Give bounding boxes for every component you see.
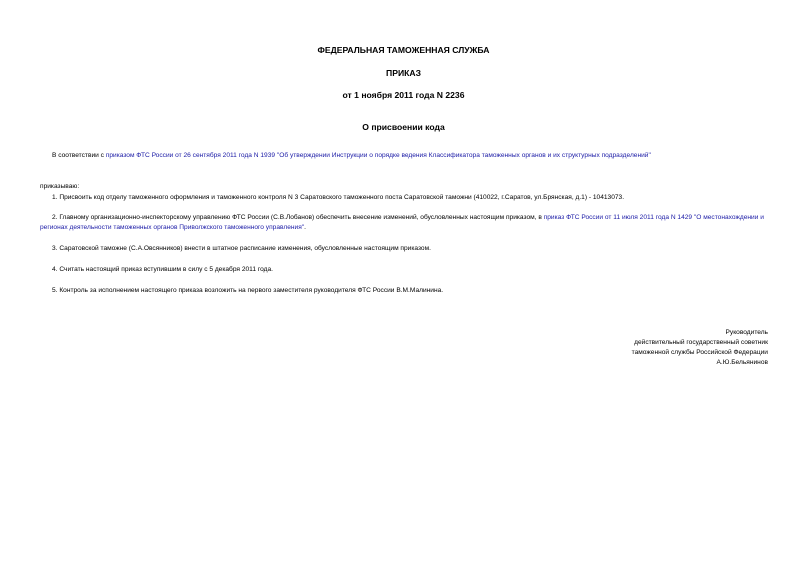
- order-word: приказываю:: [40, 183, 80, 190]
- document-date-number: от 1 ноября 2011 года N 2236: [342, 90, 465, 100]
- item-1: 1. Присвоить код отделу таможенного оформления и таможенного контроля N 3 Саратовского таможенного поста Саратовской таможни (410022, г.Саратов, ул.Брянская, д.1) - 10413073.: [52, 194, 625, 201]
- item-2-suffix: .: [304, 224, 306, 231]
- signature-service: таможенной службы Российской Федерации: [631, 349, 768, 356]
- signature-block: [632, 328, 768, 368]
- item-2-prefix: 2. Главному организационно-инспекторскому управлению ФТС России (С.В.Лобанов) обеспечить внесение изменений, обусловленных настоящим приказом, в: [52, 214, 544, 221]
- document-type: ПРИКАЗ: [386, 68, 421, 78]
- item-4: 4. Считать настоящий приказ вступившим в силу с 5 декабря 2011 года.: [52, 266, 273, 273]
- intro-reference-link[interactable]: приказом ФТС России от 26 сентября 2011 года N 1939 "Об утверждении Инструкции о порядке ведения Классификатора таможенных органов и их структурных подразделений": [105, 152, 651, 159]
- item-5: 5. Контроль за исполнением настоящего приказа возложить на первого заместителя руководителя ФТС России В.М.Малинина.: [52, 287, 444, 294]
- intro-prefix: В соответствии с: [52, 152, 106, 159]
- item-2: [40, 213, 776, 233]
- agency-title: ФЕДЕРАЛЬНАЯ ТАМОЖЕННАЯ СЛУЖБА: [317, 45, 490, 55]
- intro-paragraph: [40, 151, 776, 161]
- signature-name: А.Ю.Бельянинов: [716, 359, 768, 366]
- item-2-reference-link[interactable]: приказ ФТС России от 11 июля 2011 года N 1429 "О местонахождении и регионах деятельности таможенных органов Приволжского таможенного управления": [40, 214, 764, 231]
- signature-position: Руководитель: [725, 329, 768, 336]
- signature-rank: действительный государственный советник: [634, 339, 768, 346]
- document-subject: О присвоении кода: [362, 122, 445, 132]
- item-3: 3. Саратовской таможне (С.А.Овсянников) внести в штатное расписание изменения, обусловленные настоящим приказом.: [52, 245, 431, 252]
